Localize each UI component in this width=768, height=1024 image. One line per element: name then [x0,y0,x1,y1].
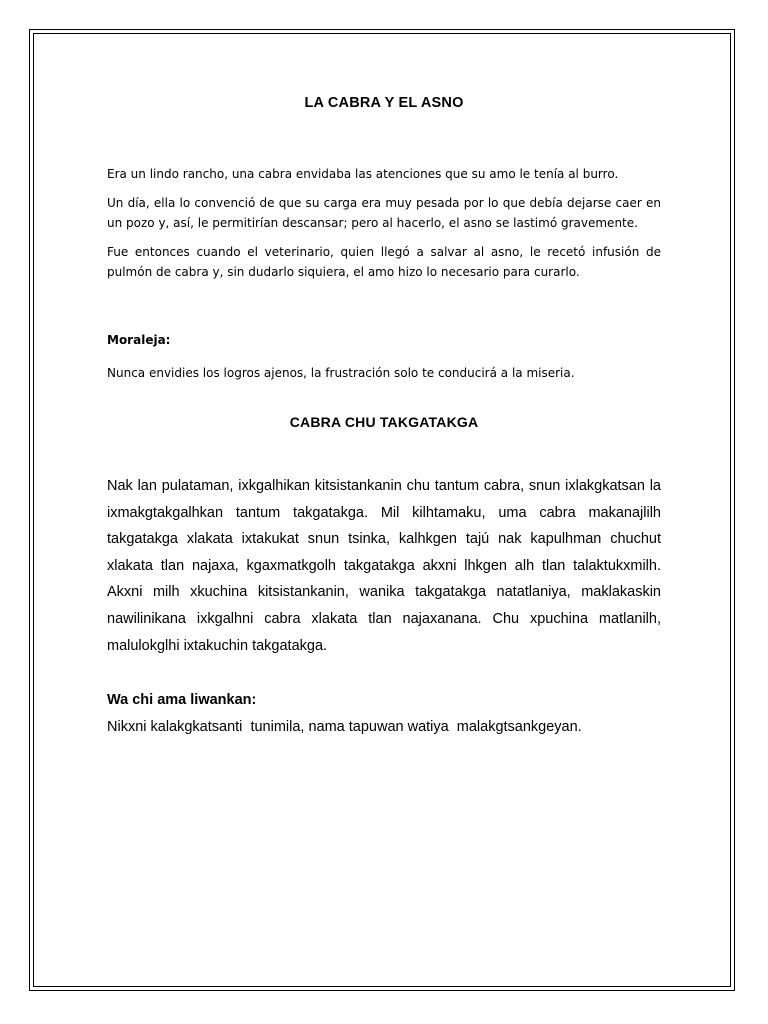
totonac-moral-text: Nikxni kalakgkatsanti tunimila, nama tapuwan watiya malakgtsankgeyan. [107,719,582,735]
spanish-story [107,164,661,291]
spanish-paragraph-1: Era un lindo rancho, una cabra envidaba las atenciones que su amo le tenía al burro. [107,167,619,181]
spanish-moral-text: Nunca envidies los logros ajenos, la frustración solo te conducirá a la miseria. [107,366,575,380]
totonac-moral-label: Wa chi ama liwankan: [107,692,257,708]
spanish-moral-label: Moraleja: [107,333,171,347]
spanish-paragraph-3: Fue entonces cuando el veterinario, quien llegó a salvar al asno, le recetó infusión de pulmón de cabra y, sin dudarlo siquiera, el amo hizo lo necesario para curarlo. [107,245,661,279]
totonac-title: CABRA CHU TAKGATAKGA [289,414,479,430]
spanish-title: LA CABRA Y EL ASNO [304,95,464,111]
spanish-paragraph-2: Un día, ella lo convenció de que su carga era muy pesada por lo que debía dejarse caer en un pozo y, así, le permitirían descansar; pero al hacerlo, el asno se lastimó gravemente. [107,196,661,230]
totonac-story [107,473,661,659]
totonac-paragraph: Nak lan pulataman, ixkgalhikan kitsistankanin chu tantum cabra, snun ixlakgkatsan la ixmakgtakgalhkan tantum takgatakga. Mil kilhtamaku, uma cabra makanajlilh takgatakga xlakata ixtakukat snun tsinka, kalhkgen tajú nak kapulhman chuchut xlakata tlan najaxa, kgaxmatkgolh takgatakga akxni lhkgen alh tlan talaktukxmilh. Akxni milh xkuchina kitsistankanin, wanika takgatakga natatlaniya, maklakaskin nawilinikana ixkgalhni cabra xlakata tlan najaxanana. Chu xpuchina matlanilh, malulokglhi ixtakuchin takgatakga. [107,478,661,654]
